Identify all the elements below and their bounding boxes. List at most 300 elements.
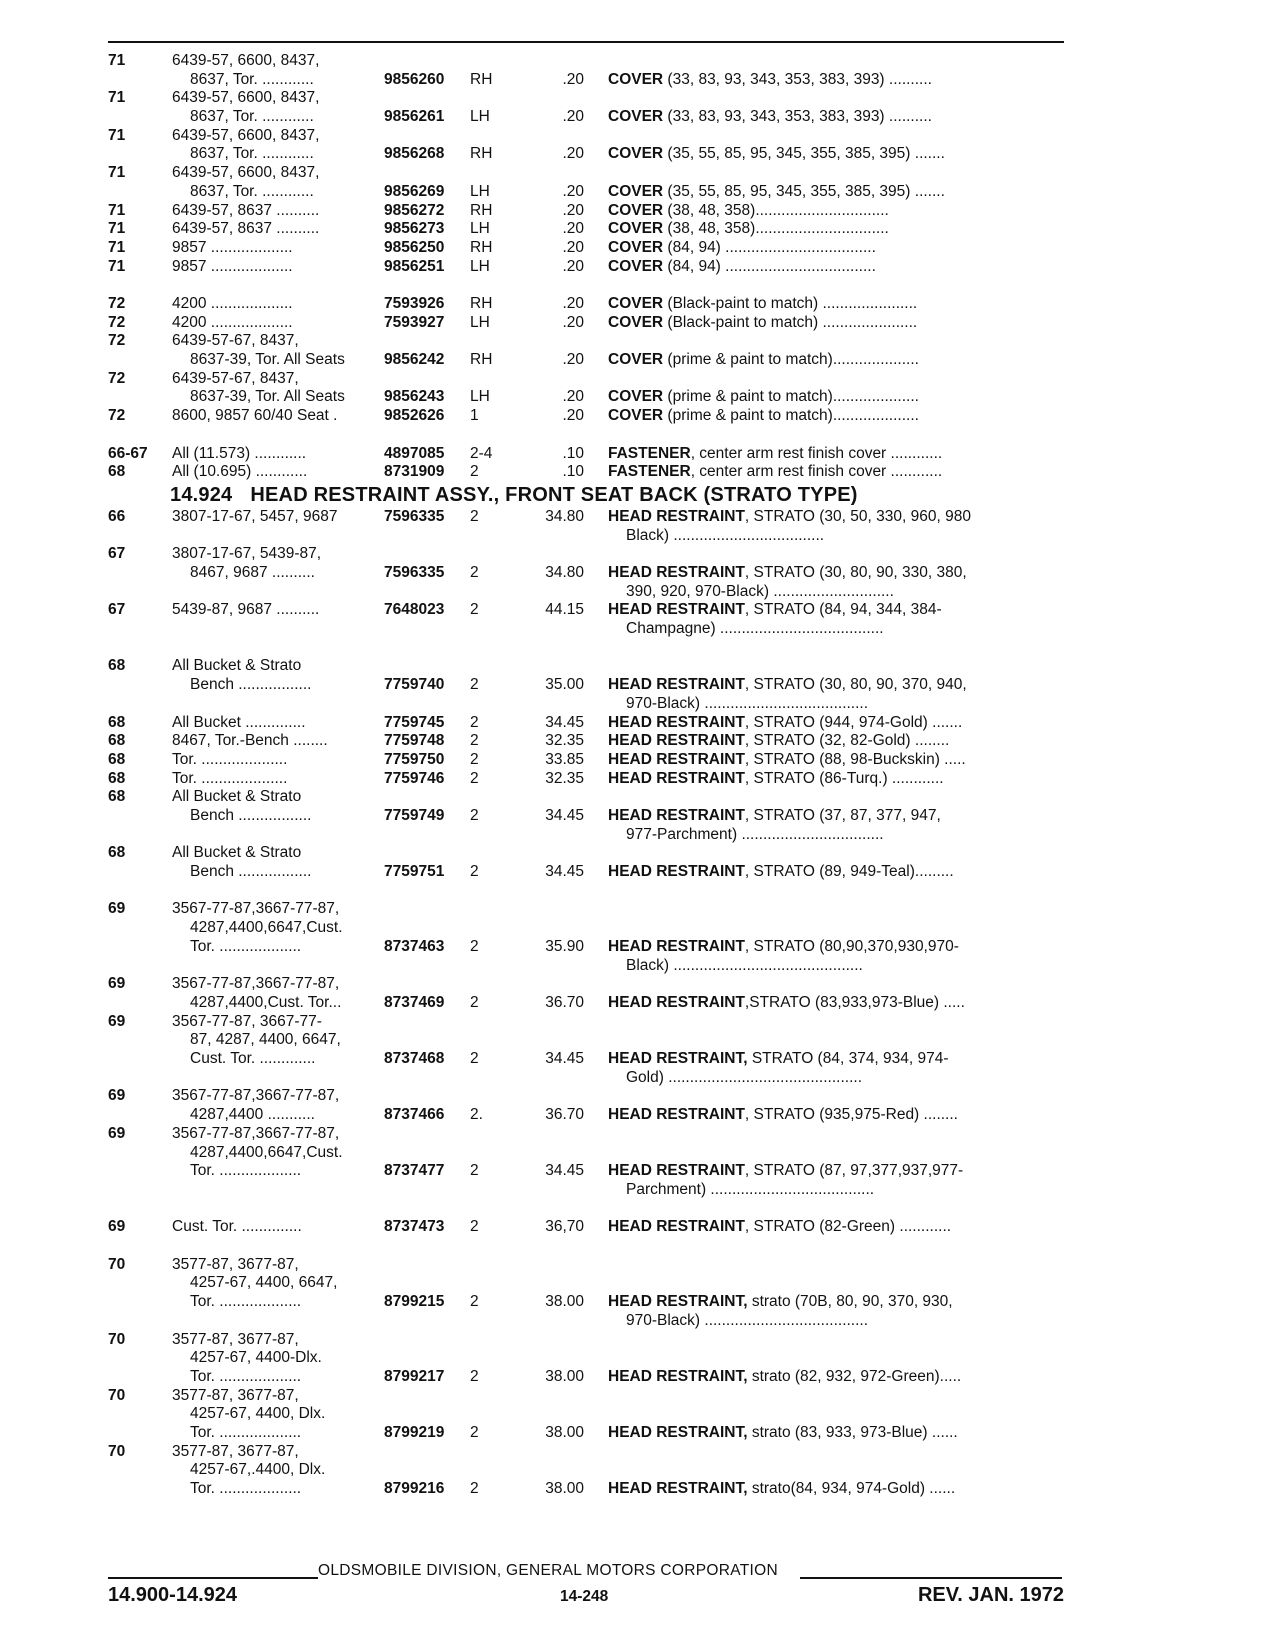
part-name: HEAD RESTRAINT	[608, 601, 745, 619]
year-code: 68	[108, 844, 126, 862]
quantity: 2	[470, 1480, 479, 1498]
model-application: Tor. ...................	[190, 1480, 302, 1498]
part-detail: , STRATO (82-Green) ............	[744, 1218, 952, 1236]
part-description	[608, 1106, 1068, 1125]
price: 35.00	[545, 676, 584, 694]
part-description	[608, 258, 1068, 277]
part-description	[608, 751, 1068, 770]
part-number: 7596335	[384, 507, 445, 525]
part-description	[608, 463, 1068, 482]
part-number: 7759740	[384, 676, 445, 694]
year-code: 70	[108, 1255, 126, 1273]
model-application: 4287,4400 ...........	[190, 1106, 315, 1124]
quantity: 2-4	[470, 444, 493, 462]
price: 34.45	[545, 713, 584, 731]
model-application: All Bucket & Strato	[172, 788, 302, 806]
year-code: 69	[108, 1124, 126, 1142]
part-description	[608, 314, 1068, 333]
price: 38.00	[545, 1424, 584, 1441]
model-application: Tor. ...................	[190, 1424, 302, 1441]
part-number: 8737468	[384, 1050, 445, 1068]
section-number: 14.924	[170, 483, 233, 506]
part-detail: , STRATO (87, 97,377,937,977-	[744, 1162, 964, 1180]
model-application: 8600, 9857 60/40 Seat .	[172, 407, 338, 425]
model-application: 8637, Tor. ............	[190, 70, 314, 88]
price: 36.70	[545, 1106, 584, 1124]
model-application: All Bucket & Strato	[172, 844, 302, 862]
part-description	[608, 388, 1068, 407]
part-description	[608, 863, 1068, 882]
part-name: COVER	[608, 313, 664, 331]
price: .10	[562, 463, 584, 481]
year-code: 67	[108, 601, 126, 619]
part-detail: , STRATO (80,90,370,930,970-	[744, 937, 959, 955]
part-detail: (33, 83, 93, 343, 353, 383, 393) ..........	[663, 70, 932, 88]
year-code: 66	[108, 507, 126, 525]
quantity: LH	[470, 388, 490, 406]
year-code: 69	[108, 975, 126, 993]
part-number: 8731909	[384, 463, 445, 481]
part-number: 7593927	[384, 313, 445, 331]
part-name: HEAD RESTRAINT	[608, 676, 745, 694]
part-description-continued: 977-Parchment) .................................	[626, 825, 884, 843]
part-number: 7596335	[384, 563, 445, 581]
part-name: COVER	[608, 351, 664, 369]
parts-row	[108, 601, 1068, 638]
price: .20	[562, 70, 584, 88]
part-detail: (38, 48, 358)...............................	[663, 201, 889, 219]
part-detail: (prime & paint to match)....................	[663, 388, 919, 406]
part-description	[608, 1293, 1068, 1312]
quantity: 2	[470, 937, 479, 955]
model-application: 8637, Tor. ............	[190, 108, 314, 126]
model-application: 4257-67, 4400, 6647,	[190, 1274, 338, 1292]
quantity: 2	[470, 676, 479, 694]
year-code: 68	[108, 750, 126, 768]
part-number: 9856243	[384, 388, 445, 406]
model-application: 8637, Tor. ............	[190, 182, 314, 200]
part-number: 9856250	[384, 238, 445, 256]
model-application: 8637-39, Tor. All Seats	[190, 388, 345, 406]
part-description	[608, 1480, 1068, 1499]
model-application: Bench .................	[190, 676, 312, 694]
parts-row	[108, 370, 1068, 407]
model-application: Tor. ....................	[172, 750, 288, 768]
model-application: 4257-67, 4400-Dlx.	[190, 1349, 322, 1367]
quantity: 2	[470, 1367, 479, 1385]
price: .20	[562, 238, 584, 256]
section-heading	[108, 482, 1068, 508]
part-description-continued: Champagne) ......................................	[626, 620, 884, 638]
quantity: 2	[470, 713, 479, 731]
year-code: 71	[108, 238, 126, 256]
part-detail: , center arm rest finish cover ............	[690, 463, 943, 481]
model-application: 6439-57-67, 8437,	[172, 332, 299, 350]
part-description-continued: Gold) .............................................	[626, 1068, 862, 1086]
parts-row	[108, 89, 1068, 126]
year-code: 70	[108, 1386, 126, 1404]
quantity: 2	[470, 507, 479, 525]
parts-row	[108, 732, 1068, 751]
part-name: COVER	[608, 201, 664, 219]
quantity: LH	[470, 220, 490, 238]
quantity: 2	[470, 863, 479, 881]
year-code: 71	[108, 201, 126, 219]
part-description	[608, 1424, 1068, 1443]
part-description	[608, 676, 1068, 695]
part-number: 7759745	[384, 713, 445, 731]
model-application: All Bucket & Strato	[172, 657, 302, 675]
model-application: 6439-57, 8637 ..........	[172, 201, 320, 219]
quantity: 2	[470, 750, 479, 768]
year-code: 68	[108, 732, 126, 750]
price: .20	[562, 220, 584, 238]
part-number: 9856269	[384, 182, 445, 200]
part-number: 9856242	[384, 351, 445, 369]
section-range: 14.900-14.924	[108, 1584, 238, 1606]
quantity: LH	[470, 257, 490, 275]
row-spacer	[108, 1237, 1068, 1256]
footer-rule-left	[108, 1577, 318, 1579]
quantity: RH	[470, 351, 493, 369]
part-description	[608, 351, 1068, 370]
part-detail: , STRATO (30, 80, 90, 330, 380,	[744, 563, 967, 581]
model-application: 8467, Tor.-Bench ........	[172, 732, 328, 750]
part-detail: strato (70B, 80, 90, 370, 930,	[747, 1293, 953, 1311]
model-application: 6439-57, 6600, 8437,	[172, 89, 320, 107]
quantity: 2	[470, 1162, 479, 1180]
parts-row	[108, 407, 1068, 426]
part-name: HEAD RESTRAINT	[608, 769, 745, 787]
quantity: 2	[470, 1050, 479, 1068]
parts-row	[108, 1125, 1068, 1200]
model-application: 8467, 9687 ..........	[190, 563, 315, 581]
year-code: 68	[108, 713, 126, 731]
section-title: HEAD RESTRAINT ASSY., FRONT SEAT BACK (STRATO TYPE)	[250, 483, 858, 506]
parts-row	[108, 1443, 1068, 1499]
year-code: 67	[108, 545, 126, 563]
parts-row	[108, 52, 1068, 89]
top-rule	[108, 41, 1064, 43]
part-number: 8799217	[384, 1367, 445, 1385]
part-description	[608, 145, 1068, 164]
price: .20	[562, 201, 584, 219]
year-code: 71	[108, 52, 126, 69]
part-name: COVER	[608, 182, 664, 200]
part-description	[608, 183, 1068, 202]
parts-row	[108, 545, 1068, 601]
parts-row	[108, 508, 1068, 545]
page-number: 14-248	[560, 1588, 609, 1605]
price: .20	[562, 257, 584, 275]
year-code: 71	[108, 89, 126, 107]
part-name: HEAD RESTRAINT	[608, 713, 745, 731]
quantity: 1	[470, 407, 479, 425]
part-name: COVER	[608, 295, 664, 312]
part-name: COVER	[608, 238, 664, 256]
part-number: 9856251	[384, 257, 445, 275]
part-description	[608, 71, 1068, 90]
parts-row	[108, 445, 1068, 464]
model-application: 8637, Tor. ............	[190, 145, 314, 163]
row-spacer	[108, 426, 1068, 445]
quantity: 2	[470, 1424, 479, 1441]
part-detail: (35, 55, 85, 95, 345, 355, 385, 395) .......	[663, 182, 945, 200]
row-spacer	[108, 276, 1068, 295]
part-number: 9856273	[384, 220, 445, 238]
part-description-continued: 970-Black) ......................................	[626, 1311, 869, 1329]
part-name: HEAD RESTRAINT	[608, 1162, 745, 1180]
part-detail: (prime & paint to match)....................	[663, 351, 919, 369]
year-code: 69	[108, 1012, 126, 1030]
model-application: 3567-77-87, 3667-77-	[172, 1012, 322, 1030]
price: 34.45	[545, 863, 584, 881]
part-detail: strato (82, 932, 972-Green).....	[747, 1367, 962, 1385]
part-detail: (prime & paint to match)....................	[663, 407, 919, 425]
part-name: HEAD RESTRAINT	[608, 563, 745, 581]
parts-row	[108, 975, 1068, 1012]
part-name: HEAD RESTRAINT	[608, 507, 745, 525]
part-detail: , center arm rest finish cover ............	[690, 444, 943, 462]
price: .20	[562, 182, 584, 200]
part-detail: (38, 48, 358)...............................	[663, 220, 889, 238]
year-code: 72	[108, 295, 126, 312]
part-description	[608, 564, 1068, 583]
part-name: FASTENER	[608, 444, 691, 462]
model-application: All (11.573) ............	[172, 444, 307, 462]
model-application: 3567-77-87,3667-77-87,	[172, 1087, 340, 1105]
model-application: Cust. Tor. .............	[190, 1050, 316, 1068]
part-number: 9856261	[384, 108, 445, 126]
part-number: 9852626	[384, 407, 445, 425]
parts-row	[108, 1087, 1068, 1124]
part-number: 8799216	[384, 1480, 445, 1498]
revision-date: REV. JAN. 1972	[917, 1584, 1064, 1606]
part-detail: (84, 94) ...................................	[663, 238, 876, 256]
year-code: 68	[108, 788, 126, 806]
part-name: COVER	[608, 388, 664, 406]
part-name: HEAD RESTRAINT,	[608, 1480, 748, 1498]
parts-row	[108, 788, 1068, 844]
year-code: 70	[108, 1330, 126, 1348]
model-application: All Bucket ..............	[172, 713, 306, 731]
part-detail: , STRATO (935,975-Red) ........	[744, 1106, 958, 1124]
model-application: 4287,4400,6647,Cust.	[190, 1143, 343, 1161]
part-number: 8737463	[384, 937, 445, 955]
model-application: Tor. ...................	[190, 1162, 302, 1180]
part-name: HEAD RESTRAINT	[608, 807, 745, 824]
part-number: 7648023	[384, 601, 445, 619]
part-number: 9856268	[384, 145, 445, 163]
year-code: 68	[108, 463, 126, 481]
part-number: 9856272	[384, 201, 445, 219]
part-name: COVER	[608, 108, 664, 126]
parts-row	[108, 332, 1068, 369]
price: 34.45	[545, 1162, 584, 1180]
quantity: 2	[470, 1218, 479, 1236]
part-name: COVER	[608, 407, 664, 425]
parts-row	[108, 657, 1068, 713]
parts-row	[108, 202, 1068, 221]
part-name: HEAD RESTRAINT,	[608, 1293, 748, 1311]
quantity: 2	[470, 769, 479, 787]
quantity: 2	[470, 732, 479, 750]
parts-row	[108, 1256, 1068, 1331]
part-name: HEAD RESTRAINT	[608, 993, 745, 1011]
year-code: 72	[108, 407, 126, 425]
model-application: 4200 ...................	[172, 313, 293, 331]
year-code: 71	[108, 126, 126, 144]
year-code: 68	[108, 769, 126, 787]
parts-row	[108, 844, 1068, 881]
model-application: 6439-57, 8637 ..........	[172, 220, 320, 238]
price: 34.80	[545, 563, 584, 581]
year-code: 72	[108, 332, 126, 350]
model-application: Tor. ....................	[172, 769, 288, 787]
parts-row	[108, 258, 1068, 277]
part-description	[608, 445, 1068, 464]
part-number: 7759749	[384, 807, 445, 824]
quantity: RH	[470, 70, 493, 88]
parts-row	[108, 127, 1068, 164]
year-code: 72	[108, 313, 126, 331]
part-description	[608, 994, 1068, 1013]
price: .20	[562, 145, 584, 163]
model-application: 6439-57, 6600, 8437,	[172, 52, 320, 69]
model-application: 3567-77-87,3667-77-87,	[172, 900, 340, 918]
model-application: 4257-67, 4400, Dlx.	[190, 1405, 326, 1423]
quantity: RH	[470, 238, 493, 256]
parts-row	[108, 463, 1068, 482]
parts-row	[108, 239, 1068, 258]
price: 32.35	[545, 732, 584, 750]
price: 33.85	[545, 750, 584, 768]
year-code: 71	[108, 164, 126, 182]
model-application: 9857 ...................	[172, 238, 293, 256]
part-description-continued: Black) ............................................	[626, 956, 863, 974]
year-code: 70	[108, 1442, 126, 1460]
price: 38.00	[545, 1480, 584, 1498]
part-number: 9856260	[384, 70, 445, 88]
model-application: 3577-87, 3677-87,	[172, 1386, 299, 1404]
year-code: 69	[108, 1087, 126, 1105]
part-number: 8799219	[384, 1424, 445, 1441]
parts-row	[108, 1218, 1068, 1237]
part-detail: , STRATO (89, 949-Teal).........	[744, 863, 954, 881]
price: .20	[562, 313, 584, 331]
part-detail: strato(84, 934, 974-Gold) ......	[747, 1480, 956, 1498]
part-name: HEAD RESTRAINT,	[608, 1424, 748, 1441]
part-description-continued: 970-Black) ......................................	[626, 694, 869, 712]
quantity: 2	[470, 601, 479, 619]
part-description	[608, 239, 1068, 258]
parts-row	[108, 1013, 1068, 1088]
part-description	[608, 601, 1068, 620]
model-application: 4287,4400,6647,Cust.	[190, 919, 343, 937]
part-detail: (Black-paint to match) ......................	[663, 313, 918, 331]
part-number: 8737473	[384, 1218, 445, 1236]
part-name: COVER	[608, 257, 664, 275]
price: 38.00	[545, 1367, 584, 1385]
part-description	[608, 202, 1068, 221]
part-number: 7759750	[384, 750, 445, 768]
row-spacer	[108, 639, 1068, 658]
part-number: 8737466	[384, 1106, 445, 1124]
parts-row	[108, 751, 1068, 770]
price: 44.15	[545, 601, 584, 619]
part-description	[608, 938, 1068, 957]
footer-division-text: OLDSMOBILE DIVISION, GENERAL MOTORS CORPORATION	[318, 1562, 778, 1579]
parts-row	[108, 1387, 1068, 1443]
model-application: 3567-77-87,3667-77-87,	[172, 1124, 340, 1142]
year-code: 66-67	[108, 444, 148, 462]
quantity: 2.	[470, 1106, 483, 1124]
part-description	[608, 295, 1068, 314]
part-description	[608, 807, 1068, 826]
part-detail: (33, 83, 93, 343, 353, 383, 393) ..........	[663, 108, 932, 126]
part-detail: , STRATO (32, 82-Gold) ........	[744, 732, 950, 750]
parts-row	[108, 900, 1068, 975]
footer-rule-right	[800, 1577, 1062, 1579]
model-application: 6439-57, 6600, 8437,	[172, 164, 320, 182]
quantity: RH	[470, 145, 493, 163]
year-code: 69	[108, 900, 126, 918]
part-number: 4897085	[384, 444, 445, 462]
model-application: Bench .................	[190, 807, 312, 824]
row-spacer	[108, 882, 1068, 901]
part-detail: , STRATO (84, 94, 344, 384-	[744, 601, 942, 619]
part-name: HEAD RESTRAINT	[608, 863, 745, 881]
model-application: 3577-87, 3677-87,	[172, 1255, 299, 1273]
price: 34.80	[545, 507, 584, 525]
part-number: 8737469	[384, 993, 445, 1011]
price: .20	[562, 388, 584, 406]
price: .20	[562, 351, 584, 369]
part-name: COVER	[608, 70, 664, 88]
price: 32.35	[545, 769, 584, 787]
model-application: 3807-17-67, 5439-87,	[172, 545, 322, 563]
quantity: LH	[470, 182, 490, 200]
parts-row	[108, 220, 1068, 239]
part-number: 7593926	[384, 295, 445, 312]
part-description	[608, 770, 1068, 789]
part-description	[608, 407, 1068, 426]
year-code: 69	[108, 1218, 126, 1236]
part-description-continued: Black) ...................................	[626, 526, 825, 544]
price: 36,70	[545, 1218, 584, 1236]
part-detail: strato (83, 933, 973-Blue) ......	[747, 1424, 958, 1441]
price: .20	[562, 108, 584, 126]
model-application: 6439-57, 6600, 8437,	[172, 126, 320, 144]
part-name: FASTENER	[608, 463, 691, 481]
year-code: 71	[108, 257, 126, 275]
quantity: LH	[470, 313, 490, 331]
year-code: 68	[108, 657, 126, 675]
model-application: 4287,4400,Cust. Tor...	[190, 993, 342, 1011]
part-name: HEAD RESTRAINT	[608, 732, 745, 750]
part-name: COVER	[608, 220, 664, 238]
part-name: HEAD RESTRAINT	[608, 750, 745, 768]
part-number: 8737477	[384, 1162, 445, 1180]
year-code: 71	[108, 220, 126, 238]
model-application: Tor. ...................	[190, 1367, 302, 1385]
part-detail: STRATO (84, 374, 934, 974-	[747, 1050, 949, 1068]
model-application: All (10.695) ............	[172, 463, 308, 481]
parts-row	[108, 164, 1068, 201]
part-name: HEAD RESTRAINT,	[608, 1050, 748, 1068]
part-description	[608, 1218, 1068, 1237]
part-detail: , STRATO (86-Turq.) ............	[744, 769, 944, 787]
